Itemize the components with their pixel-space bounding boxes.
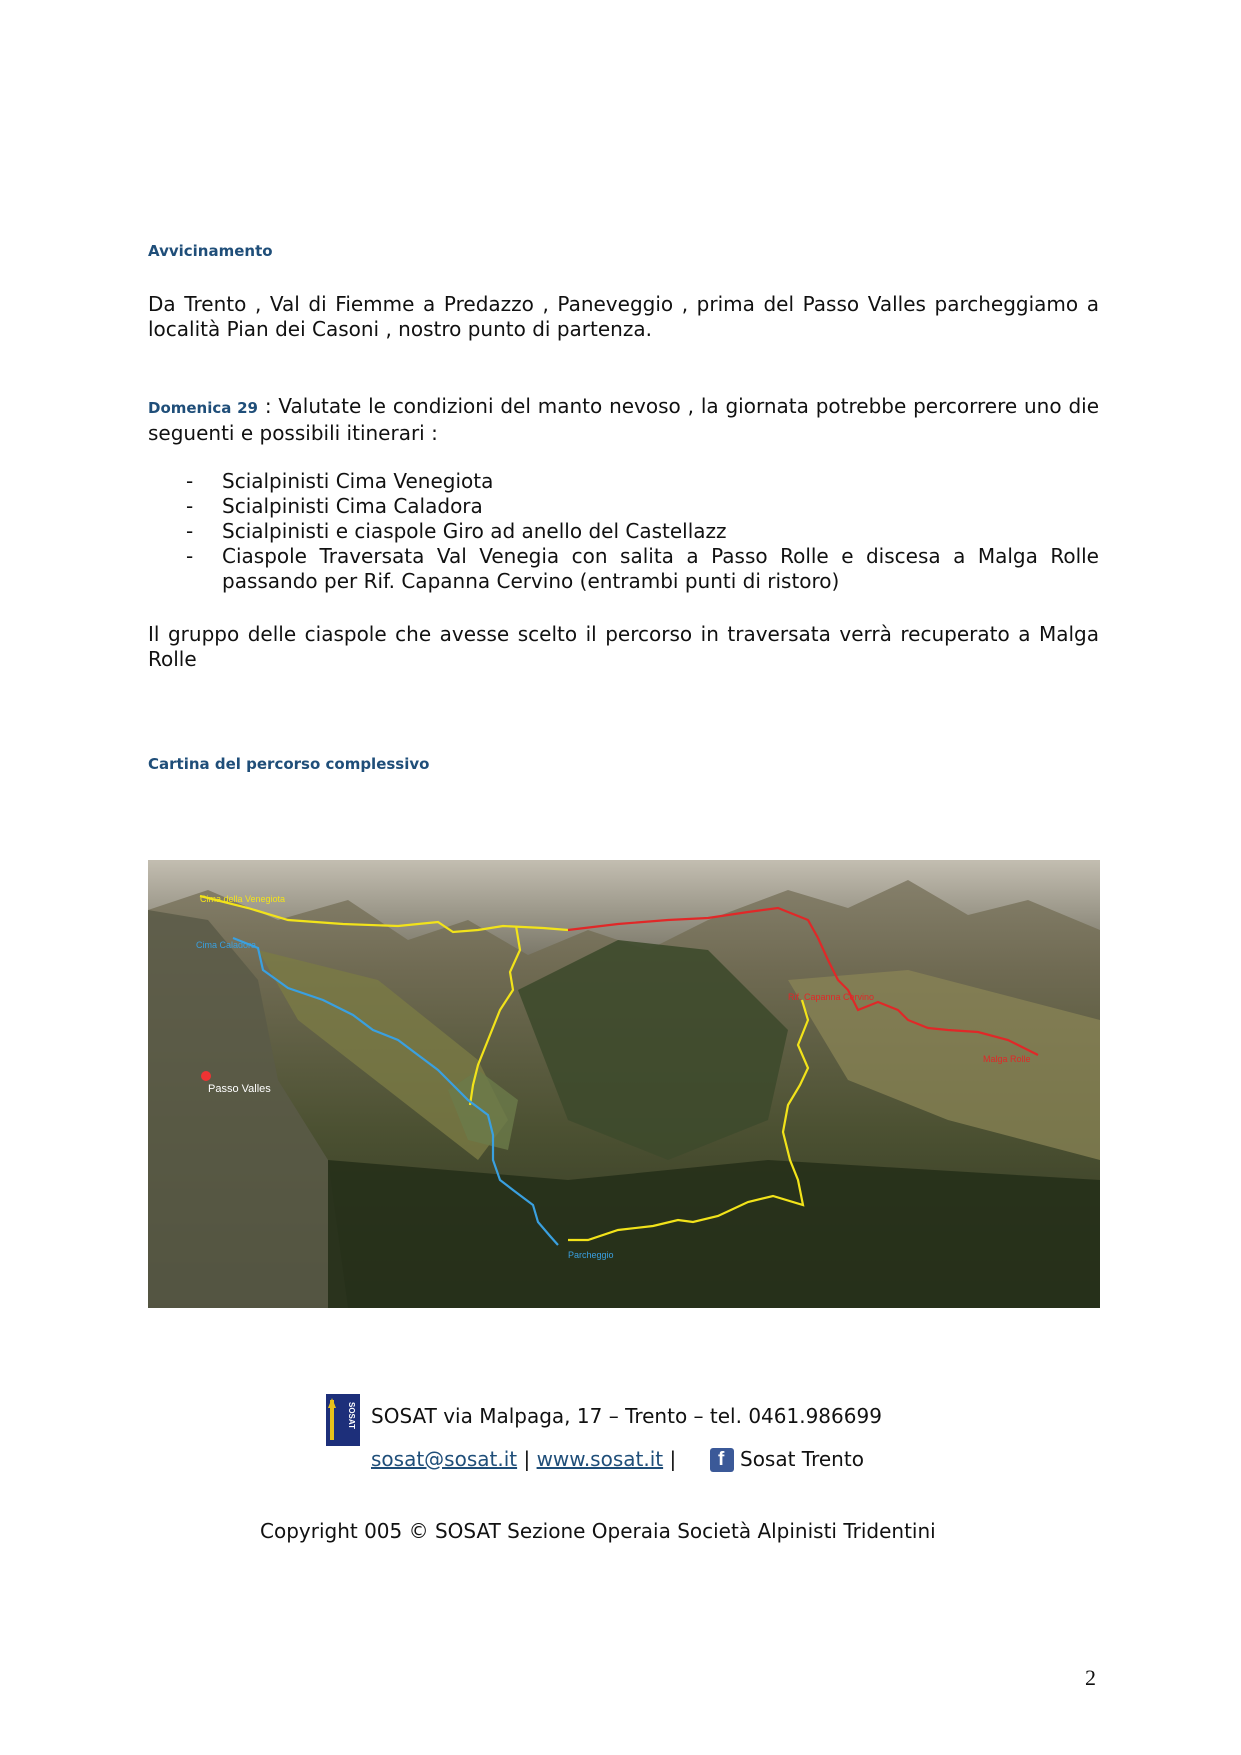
map-label-caladora: Cima Caladora <box>196 940 257 950</box>
domenica-text: : Valutate le condizioni del manto nevoso , la giornata potrebbe percorrere uno die seguenti e possibili itinerari : <box>148 394 1099 445</box>
separator: | <box>669 1447 677 1471</box>
footer-address: SOSAT via Malpaga, 17 – Trento – tel. 0461.986699 <box>371 1404 882 1428</box>
list-item: - Ciaspole Traversata Val Venegia con salita a Passo Rolle e discesa a Malga Rolle passando per Rif. Capanna Cervino (entrambi punti di ristoro) <box>186 544 1099 593</box>
ciaspole-note: Il gruppo delle ciaspole che avesse scelto il percorso in traversata verrà recuperato a Malga Rolle <box>148 622 1099 671</box>
copyright: Copyright 005 © SOSAT Sezione Operaia Società Alpinisti Tridentini <box>260 1519 936 1543</box>
sosat-logo <box>326 1394 360 1446</box>
section-heading-cartina: Cartina del percorso complessivo <box>148 755 430 773</box>
map-label-venegiota: Cima della Venegiota <box>200 894 286 904</box>
list-bullet: - <box>186 469 194 493</box>
avvicinamento-text: Da Trento , Val di Fiemme a Predazzo , Paneveggio , prima del Passo Valles parcheggiamo a località Pian dei Casoni , nostro punto di partenza. <box>148 292 1099 341</box>
email-link[interactable]: sosat@sosat.it <box>371 1447 518 1471</box>
itinerary-list <box>148 469 1099 594</box>
map-label-cervino: Rif. Capanna Cervino <box>788 992 875 1002</box>
footer-contacts <box>371 1446 676 1472</box>
list-bullet: - <box>186 494 194 518</box>
map-label-malga-rolle: Malga Rolle <box>983 1054 1031 1064</box>
list-bullet: - <box>186 519 194 543</box>
facebook-link[interactable]: Sosat Trento <box>740 1447 864 1471</box>
website-link[interactable]: www.sosat.it <box>536 1447 664 1471</box>
page-number: 2 <box>1085 1665 1096 1690</box>
separator: | <box>523 1447 531 1471</box>
map-label-passo-valles: Passo Valles <box>208 1083 271 1095</box>
list-item: - Scialpinisti Cima Caladora <box>186 494 483 518</box>
facebook-icon[interactable]: f <box>710 1448 734 1472</box>
route-map <box>148 860 1100 1308</box>
map-label-parcheggio: Parcheggio <box>568 1250 614 1260</box>
passo-valles-marker-icon <box>201 1071 211 1081</box>
list-item: - Scialpinisti e ciaspole Giro ad anello del Castellazz <box>186 519 727 543</box>
svg-text:SOSAT: SOSAT <box>347 1402 356 1429</box>
section-heading-avvicinamento: Avvicinamento <box>148 242 273 260</box>
domenica-paragraph <box>148 394 1099 446</box>
list-item: - Scialpinisti Cima Venegiota <box>186 469 494 493</box>
forest-bottom <box>328 1160 1100 1308</box>
list-bullet: - <box>186 544 194 568</box>
domenica-label: Domenica 29 <box>148 399 258 417</box>
